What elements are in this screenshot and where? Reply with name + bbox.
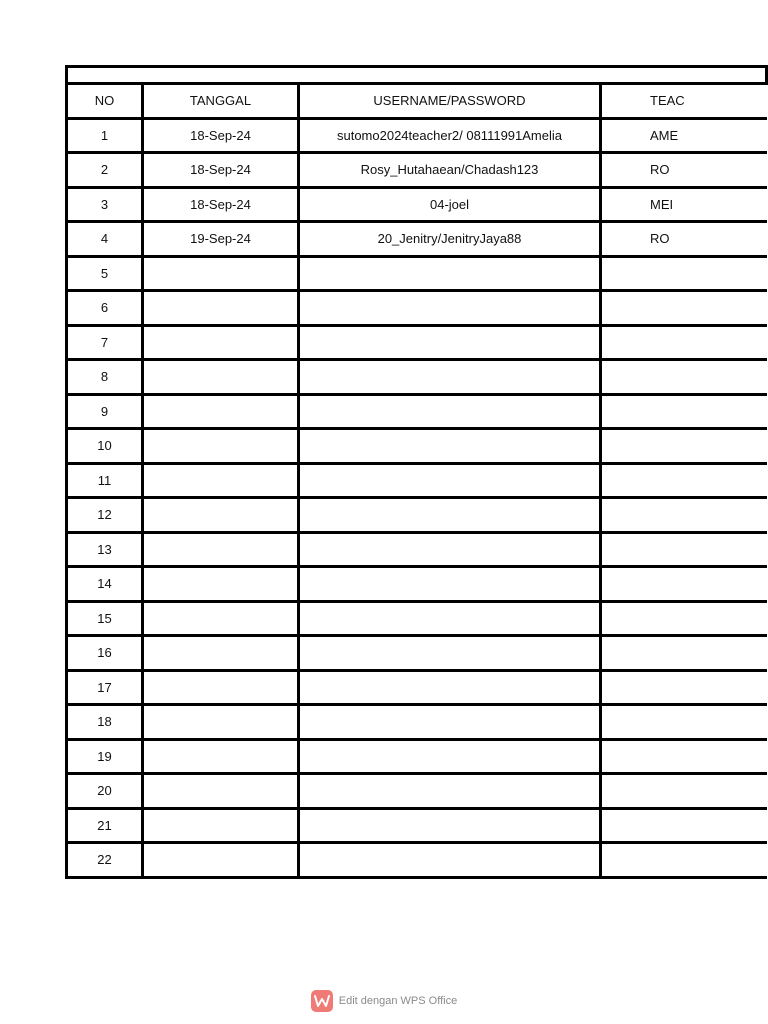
cell-tanggal — [143, 394, 299, 429]
cell-username-password — [299, 601, 601, 636]
cell-tanggal — [143, 429, 299, 464]
table-row — [67, 843, 767, 878]
cell-no: 16 — [67, 636, 143, 671]
cell-teacher — [601, 843, 767, 878]
header-username-password: USERNAME/PASSWORD — [299, 84, 601, 119]
cell-username-password — [299, 774, 601, 809]
cell-teacher — [601, 394, 767, 429]
table-row — [67, 532, 767, 567]
data-table — [65, 65, 768, 879]
cell-username-password — [299, 808, 601, 843]
cell-username-password — [299, 567, 601, 602]
cell-no: 20 — [67, 774, 143, 809]
cell-teacher — [601, 808, 767, 843]
table-row — [67, 705, 767, 740]
table-row — [67, 498, 767, 533]
table-row — [67, 739, 767, 774]
cell-teacher — [601, 429, 767, 464]
table-row — [67, 670, 767, 705]
header-teacher: TEAC — [601, 84, 767, 119]
table-row — [67, 118, 767, 153]
table-row — [67, 636, 767, 671]
cell-tanggal — [143, 463, 299, 498]
cell-teacher — [601, 774, 767, 809]
cell-teacher — [601, 360, 767, 395]
table-row — [67, 360, 767, 395]
cell-teacher — [601, 498, 767, 533]
cell-teacher — [601, 601, 767, 636]
cell-teacher — [601, 705, 767, 740]
cell-tanggal — [143, 360, 299, 395]
cell-username-password — [299, 291, 601, 326]
cell-username-password — [299, 429, 601, 464]
table-row — [67, 567, 767, 602]
cell-no: 21 — [67, 808, 143, 843]
cell-tanggal: 18-Sep-24 — [143, 118, 299, 153]
cell-teacher: AME — [601, 118, 767, 153]
cell-no: 19 — [67, 739, 143, 774]
cell-teacher — [601, 532, 767, 567]
cell-no: 18 — [67, 705, 143, 740]
cell-tanggal — [143, 774, 299, 809]
cell-no: 3 — [67, 187, 143, 222]
cell-tanggal: 18-Sep-24 — [143, 187, 299, 222]
cell-teacher — [601, 670, 767, 705]
cell-username-password — [299, 498, 601, 533]
cell-no: 12 — [67, 498, 143, 533]
cell-teacher — [601, 291, 767, 326]
cell-tanggal — [143, 291, 299, 326]
cell-no: 4 — [67, 222, 143, 257]
cell-teacher — [601, 739, 767, 774]
table-row — [67, 463, 767, 498]
cell-teacher — [601, 636, 767, 671]
wps-footer-text: Edit dengan WPS Office — [338, 995, 458, 1007]
cell-username-password: 20_Jenitry/JenitryJaya88 — [299, 222, 601, 257]
table-row — [67, 774, 767, 809]
cell-tanggal — [143, 670, 299, 705]
cell-tanggal — [143, 256, 299, 291]
cell-tanggal — [143, 705, 299, 740]
cell-tanggal — [143, 325, 299, 360]
cell-no: 10 — [67, 429, 143, 464]
spreadsheet-page — [65, 65, 685, 949]
table-row — [67, 601, 767, 636]
cell-no: 13 — [67, 532, 143, 567]
cell-username-password — [299, 705, 601, 740]
cell-username-password — [299, 360, 601, 395]
table-row — [67, 187, 767, 222]
cell-teacher — [601, 325, 767, 360]
cell-username-password — [299, 463, 601, 498]
cell-tanggal: 19-Sep-24 — [143, 222, 299, 257]
cell-no: 1 — [67, 118, 143, 153]
cell-tanggal — [143, 843, 299, 878]
table-row — [67, 222, 767, 257]
cell-tanggal: 18-Sep-24 — [143, 153, 299, 188]
header-tanggal: TANGGAL — [143, 84, 299, 119]
cell-username-password — [299, 636, 601, 671]
cell-teacher — [601, 256, 767, 291]
cell-username-password — [299, 532, 601, 567]
cell-teacher: MEI — [601, 187, 767, 222]
table-row — [67, 808, 767, 843]
table-title-row — [67, 67, 767, 84]
cell-no: 6 — [67, 291, 143, 326]
cell-tanggal — [143, 532, 299, 567]
cell-username-password — [299, 394, 601, 429]
cell-tanggal — [143, 601, 299, 636]
cell-username-password — [299, 256, 601, 291]
cell-no: 17 — [67, 670, 143, 705]
cell-no: 11 — [67, 463, 143, 498]
cell-tanggal — [143, 808, 299, 843]
cell-teacher — [601, 463, 767, 498]
cell-tanggal — [143, 498, 299, 533]
cell-no: 2 — [67, 153, 143, 188]
cell-teacher — [601, 567, 767, 602]
cell-no: 15 — [67, 601, 143, 636]
cell-username-password — [299, 843, 601, 878]
cell-no: 5 — [67, 256, 143, 291]
cell-username-password: Rosy_Hutahaean/Chadash123 — [299, 153, 601, 188]
cell-username-password — [299, 325, 601, 360]
cell-username-password: sutomo2024teacher2/ 08111991Amelia — [299, 118, 601, 153]
cell-teacher: RO — [601, 222, 767, 257]
cell-no: 22 — [67, 843, 143, 878]
table-row — [67, 256, 767, 291]
cell-username-password — [299, 670, 601, 705]
wps-footer[interactable] — [0, 990, 768, 1012]
cell-no: 7 — [67, 325, 143, 360]
table-row — [67, 325, 767, 360]
cell-username-password — [299, 739, 601, 774]
table-row — [67, 153, 767, 188]
cell-teacher: RO — [601, 153, 767, 188]
table-title-cell — [67, 67, 767, 84]
cell-username-password: 04-joel — [299, 187, 601, 222]
cell-no: 8 — [67, 360, 143, 395]
table-header-row — [67, 84, 767, 119]
wps-logo-icon — [311, 990, 333, 1012]
cell-no: 9 — [67, 394, 143, 429]
cell-no: 14 — [67, 567, 143, 602]
table-row — [67, 429, 767, 464]
table-row — [67, 291, 767, 326]
cell-tanggal — [143, 567, 299, 602]
cell-tanggal — [143, 739, 299, 774]
header-no: NO — [67, 84, 143, 119]
cell-tanggal — [143, 636, 299, 671]
table-row — [67, 394, 767, 429]
